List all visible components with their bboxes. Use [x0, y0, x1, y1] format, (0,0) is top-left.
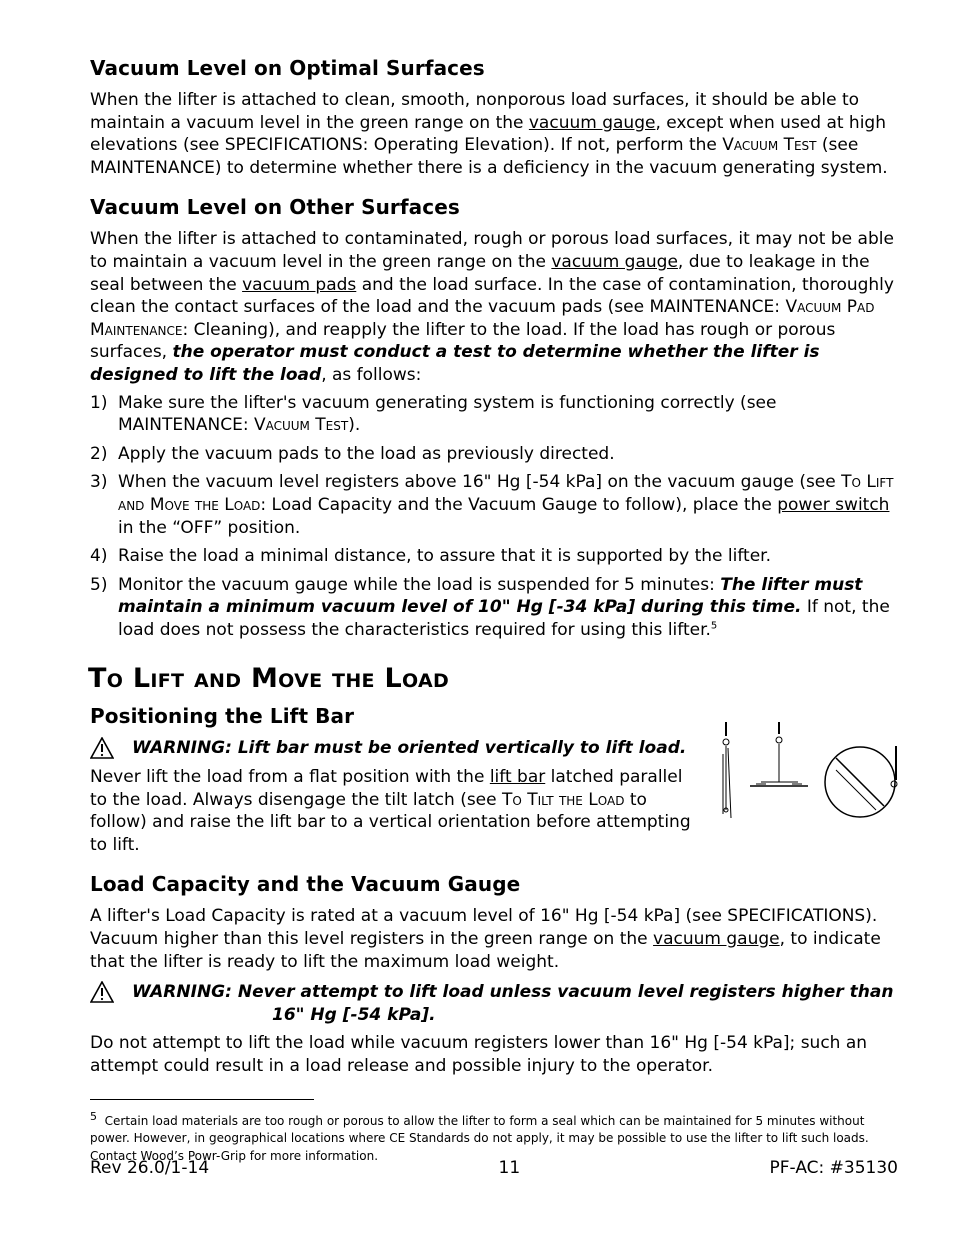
lift-bar-orientation-illustration: [706, 718, 900, 824]
paragraph-other-surfaces: When the lifter is attached to contaminated, rough or porous load surfaces, it may not be able to maintain a vacuum level in the green range on the vacuum gauge, due to leakage in the seal between the vacuum pads and the load surface. In the case of contamination, thoroughly clean the contact surfaces of the load and the vacuum pads (see MAINTENANCE: Vacuum Pad Maintenance: Cleaning), and reapply the lifter to the load. If the load has rough or porous surfaces, the operator must conduct a test to determine whether the lifter is designed to lift the load, as follows:: [90, 229, 894, 385]
vacuum-gauge-link[interactable]: vacuum gauge: [528, 112, 656, 133]
lift-bar-link[interactable]: lift bar: [489, 767, 546, 788]
list-item: 4) Raise the load a minimal distance, to assure that it is supported by the lifter.: [90, 546, 772, 567]
paragraph-optimal-surfaces: When the lifter is attached to clean, smooth, nonporous load surfaces, it should be able to maintain a vacuum level in the green range on the vacuum gauge, except when used at high elevations (see SPECIFICATIONS: Operating Elevation). If not, perform the Vacuum Test (see MAINTENANCE) to determine whether there is a deficiency in the vacuum generating system.: [90, 90, 888, 178]
revision-label: Rev 26.0/1-14: [90, 1158, 210, 1178]
heading-load-capacity: Load Capacity and the Vacuum Gauge: [90, 872, 521, 897]
heading-optimal-surfaces: Vacuum Level on Optimal Surfaces: [90, 56, 485, 80]
heading-positioning-lift-bar: Positioning the Lift Bar: [90, 704, 355, 729]
page-footer: [90, 1158, 898, 1178]
warning-triangle-icon: [90, 981, 114, 1003]
main-heading: To Lift and Move the Load: [88, 663, 450, 695]
warning-lift-bar: WARNING: Lift bar must be oriented vertically to lift load.: [90, 737, 690, 760]
lifter-side-view-icon: [723, 722, 731, 818]
list-item: 2) Apply the vacuum pads to the load as previously directed.: [90, 443, 615, 464]
paragraph-lift-bar: Never lift the load from a flat position with the lift bar latched parallel to the load. Always disengage the tilt latch (see To Tilt the Load to follow) and raise the lift bar to a vertical orientation before attempting to lift.: [90, 767, 691, 855]
list-item: 1) Make sure the lifter's vacuum generating system is functioning correctly (see MAINTENANCE: Vacuum Test).: [90, 392, 777, 436]
document-id: PF-AC: #35130: [769, 1158, 898, 1178]
vacuum-gauge-link[interactable]: vacuum gauge: [551, 251, 678, 272]
footnote-mark: 5: [90, 1109, 97, 1123]
warning-triangle-icon: [90, 737, 114, 759]
page-content: [90, 56, 900, 1165]
list-item: 3) When the vacuum level registers above 16" Hg [-54 kPa] on the vacuum gauge (see To Lift and Move the Load: Load Capacity and the Vacuum Gauge to follow), place the power switch in the “OFF” position.: [90, 472, 894, 538]
prohibited-flat-lift-icon: [825, 746, 897, 817]
test-steps-list: [90, 392, 900, 642]
footnote-divider: [90, 1099, 314, 1100]
lifter-upright-icon: [750, 722, 808, 786]
paragraph-no-lift-below: Do not attempt to lift the load while vacuum registers lower than 16" Hg [-54 kPa]; such an attempt could result in a load release and possible injury to the operator.: [90, 1033, 868, 1076]
heading-other-surfaces: Vacuum Level on Other Surfaces: [90, 195, 460, 220]
list-item: 5) Monitor the vacuum gauge while the load is suspended for 5 minutes: The lifter must maintain a minimum vacuum level of 10" Hg [-34 kPa] during this time. If not, the load does not possess the characteristics required for using this lifter.$^5$: [90, 574, 890, 640]
page-number: 11: [498, 1158, 521, 1178]
vacuum-gauge-link[interactable]: vacuum gauge: [653, 929, 780, 950]
footnote-ref[interactable]: 5: [710, 620, 718, 632]
vacuum-pads-link[interactable]: vacuum pads: [242, 274, 357, 295]
warning-vacuum-level: WARNING: Never attempt to lift load unless vacuum level registers higher than 16" Hg [-54 kPa].: [90, 981, 900, 1026]
footnote: $^5$ Certain load materials are too rough or porous to allow the lifter to form a seal which can be maintained for 5 minutes without power. However, in geographical locations where CE Standards do not apply, it may be possible to use the lifter to lift such loads. Contact Wood’s Powr-Grip for more information.: [90, 1109, 869, 1163]
power-switch-link[interactable]: power switch: [777, 494, 890, 515]
lift-bar-section: [90, 704, 900, 856]
paragraph-load-capacity: A lifter's Load Capacity is rated at a vacuum level of 16" Hg [-54 kPa] (see SPECIFICATIONS). Vacuum higher than this level registers in the green range on the vacuum gauge, to indicate that the lifter is ready to lift the maximum load weight.: [90, 906, 881, 972]
